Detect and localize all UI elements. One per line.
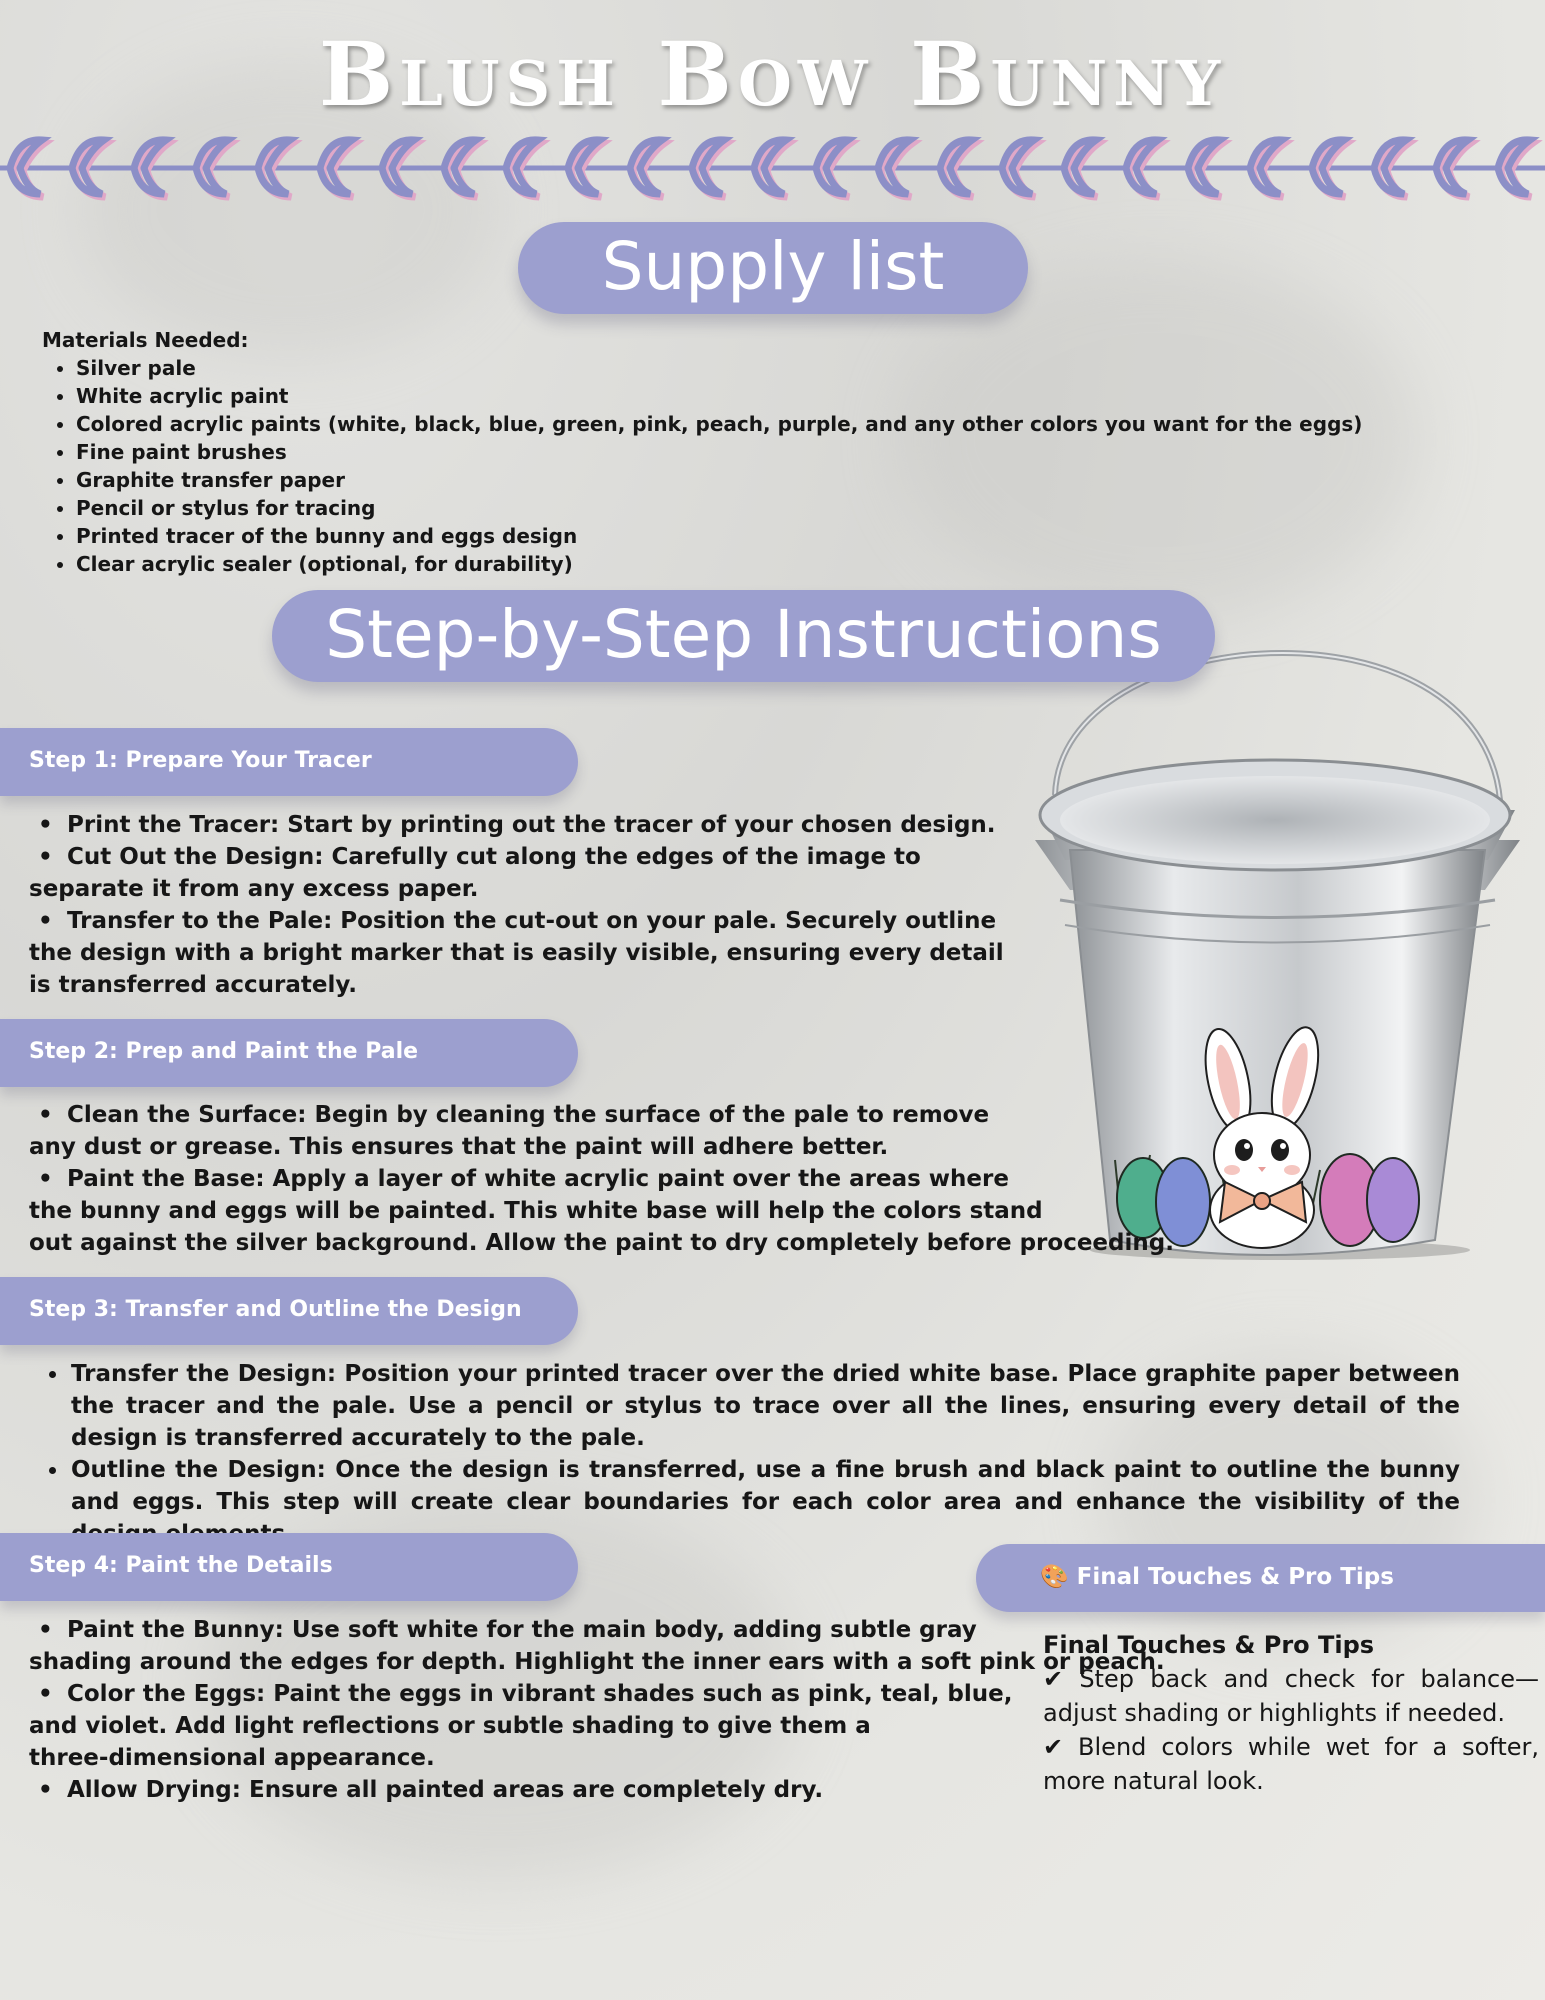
- list-item: • Clear acrylic sealer (optional, for durability): [76, 550, 1362, 578]
- supply-list-heading: Supply list: [518, 222, 1028, 314]
- list-item-continued: out against the silver background. Allow the paint to dry completely before proceeding.: [29, 1230, 1174, 1256]
- list-item: • Colored acrylic paints (white, black, blue, green, pink, peach, purple, and any other colors you want for the eggs): [76, 410, 1362, 438]
- step-2-heading: Step 2: Prep and Paint the Pale: [0, 1019, 578, 1087]
- list-item: • Transfer the Design: Position your printed tracer over the dried white base. Place graphite paper between the tracer and the pale. Use a pencil or stylus to trace over all the lines, ensuring every detail of the design is transferred accurately to the pale.: [69, 1358, 1460, 1454]
- instructions-heading: Step-by-Step Instructions: [272, 590, 1215, 682]
- list-item: • Clean the Surface: Begin by cleaning the surface of the pale to remove: [38, 1102, 990, 1128]
- tip-item: ✔ Step back and check for balance—adjust shading or highlights if needed.: [1043, 1665, 1539, 1727]
- list-item-continued: separate it from any excess paper.: [29, 876, 479, 902]
- list-item: • Outline the Design: Once the design is transferred, use a fine brush and black paint to outline the bunny and eggs. This step will create clear boundaries for each color area and enhance the visibility of the: [69, 1454, 1460, 1550]
- list-item: • Silver pale: [76, 354, 1362, 382]
- list-item-continued: the bunny and eggs will be painted. This white base will help the colors stand: [29, 1198, 1043, 1224]
- list-item: • White acrylic paint: [76, 382, 1362, 410]
- list-item-continued: any dust or grease. This ensures that the paint will adhere better.: [29, 1134, 889, 1160]
- step-4-body: [29, 1614, 1165, 1806]
- tips-title: Final Touches & Pro Tips: [1043, 1631, 1375, 1659]
- step-1-body: [29, 809, 1004, 1001]
- list-item: • Fine paint brushes: [76, 438, 1362, 466]
- list-item: • Pencil or stylus for tracing: [76, 494, 1362, 522]
- materials-list: [42, 326, 1362, 578]
- list-item: • Paint the Base: Apply a layer of white acrylic paint over the areas where: [38, 1166, 1009, 1192]
- tips-box: [1043, 1628, 1539, 1798]
- list-item: • Transfer to the Pale: Position the cut-out on your pale. Securely outline: [38, 908, 997, 934]
- page-title: Blush Bow Bunny: [318, 22, 1227, 126]
- list-item-continued: is transferred accurately.: [29, 972, 357, 998]
- list-item: • Print the Tracer: Start by printing out the tracer of your chosen design.: [38, 812, 996, 838]
- tip-item: ✔ Blend colors while wet for a softer, more natural look.: [1043, 1733, 1539, 1795]
- list-item: • Printed tracer of the bunny and eggs design: [76, 522, 1362, 550]
- step-3-heading: Step 3: Transfer and Outline the Design: [0, 1277, 578, 1345]
- step-2-body: [29, 1099, 1174, 1259]
- list-item: • Graphite transfer paper: [76, 466, 1362, 494]
- list-item: • Paint the Bunny: Use soft white for the main body, adding subtle gray: [38, 1617, 977, 1643]
- materials-label: Materials Needed:: [42, 328, 249, 352]
- list-item-continued: three-dimensional appearance.: [29, 1745, 435, 1771]
- step-4-heading: Step 4: Paint the Details: [0, 1533, 578, 1601]
- list-item: • Allow Drying: Ensure all painted areas are completely dry.: [38, 1777, 824, 1803]
- step-1-heading: Step 1: Prepare Your Tracer: [0, 728, 578, 796]
- step-3-body: [40, 1358, 1460, 1550]
- list-item: • Color the Eggs: Paint the eggs in vibrant shades such as pink, teal, blue,: [38, 1681, 1013, 1707]
- list-item-continued: shading around the edges for depth. Highlight the inner ears with a soft pink or peach.: [29, 1649, 1165, 1675]
- list-item-continued: and violet. Add light reflections or subtle shading to give them a: [29, 1713, 871, 1739]
- list-item-continued: the design with a bright marker that is easily visible, ensuring every detail: [29, 940, 1004, 966]
- tips-heading: 🎨 Final Touches & Pro Tips: [976, 1544, 1545, 1612]
- list-item: • Cut Out the Design: Carefully cut along the edges of the image to: [38, 844, 921, 870]
- vine-divider-icon: [0, 128, 1545, 206]
